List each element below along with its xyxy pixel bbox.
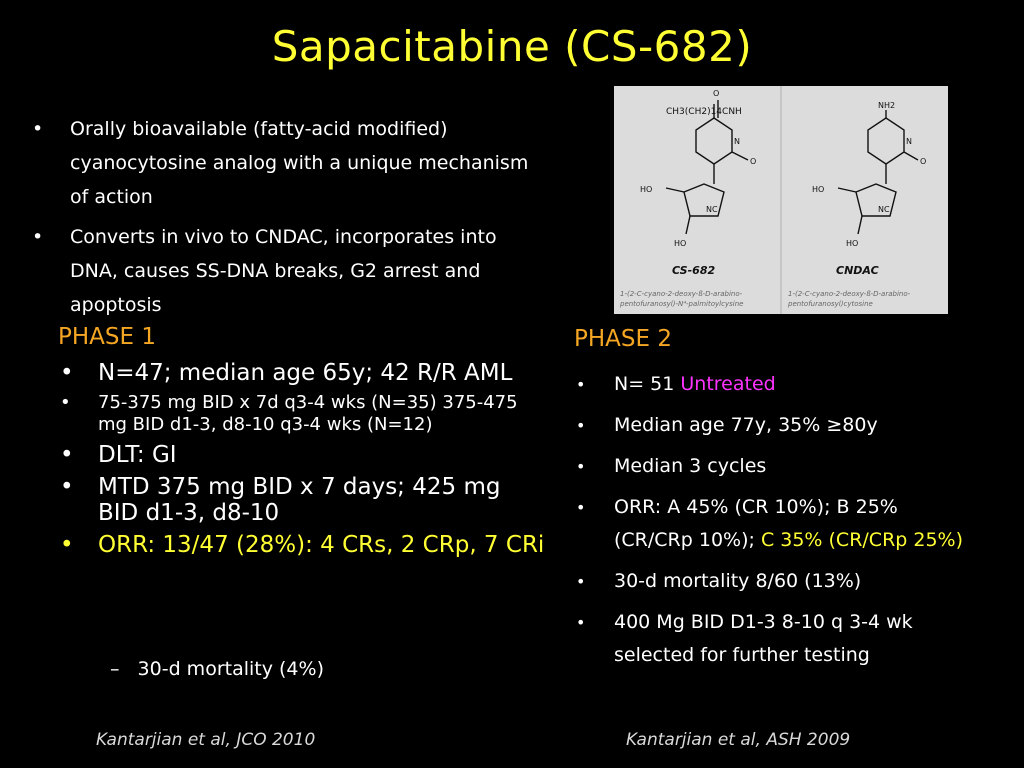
phase2-title: PHASE 2 — [574, 326, 672, 352]
phase1-subbullet — [110, 658, 324, 680]
phase1-bullet: • 75-375 mg BID x 7d q3-4 wks (N=35) 375-475 mg BID d1-3, d8-10 q3-4 wks (N=12) — [58, 392, 548, 436]
cndac-ho-bottom: HO — [846, 239, 859, 248]
phase1-bullet: • DLT: GI — [58, 442, 548, 468]
cndac-nc: NC — [878, 205, 890, 214]
phase2-b4-prefix: ORR: A 45% (CR 10%); B 25% (CR/CRp 10%); — [614, 496, 898, 551]
intro-bullet: • Orally bioavailable (fatty-acid modified) cyanocytosine analog with a unique mechanism of action — [30, 112, 530, 214]
citation-left: Kantarjian et al, JCO 2010 — [96, 730, 316, 750]
sugar-ring-right — [856, 184, 896, 216]
cs682-ho-bottom: HO — [674, 239, 687, 248]
chemical-structures-svg — [614, 86, 948, 314]
chemical-structures-figure — [614, 86, 948, 314]
phase2-b1-prefix: N= 51 — [614, 373, 681, 395]
cndac-ring-o: O — [920, 157, 927, 166]
phase2-bullet: • 400 Mg BID D1-3 8-10 q 3-4 wk selected for further testing — [574, 606, 974, 672]
cs682-label: CS-682 — [672, 264, 716, 277]
phase2-bullet: • Median 3 cycles — [574, 450, 974, 483]
cndac-nh2: NH2 — [878, 101, 896, 110]
cndac-structure — [838, 110, 918, 234]
cs682-nc: NC — [706, 205, 718, 214]
phase2-list — [574, 368, 974, 680]
pyrimidine-ring-left — [696, 118, 732, 164]
phase2-bullet: • Median age 77y, 35% ≥80y — [574, 409, 974, 442]
cs682-carbonyl: O — [713, 89, 720, 98]
phase1-list — [58, 360, 548, 564]
phase2-bullet: • 30-d mortality 8/60 (13%) — [574, 565, 974, 598]
citation-right: Kantarjian et al, ASH 2009 — [626, 730, 851, 750]
phase1-bullet-orr: • ORR: 13/47 (28%): 4 CRs, 2 CRp, 7 CRi — [58, 532, 548, 558]
cs682-caption-2: pentofuranosyl)-N⁴-palmitoylcysine — [620, 300, 744, 308]
cndac-ring-n: N — [906, 137, 912, 146]
cs682-ring-o: O — [750, 157, 757, 166]
intro-bullets — [30, 112, 530, 328]
slide-title: Sapacitabine (CS-682) — [271, 22, 753, 71]
phase2-untreated-highlight: Untreated — [680, 373, 776, 395]
phase2-b4-highlight: C 35% (CR/CRp 25%) — [760, 529, 964, 551]
phase1-bullet: • N=47; median age 65y; 42 R/R AML — [58, 360, 548, 386]
cndac-caption-1: 1-(2-C-cyano-2-deoxy-ß-D-arabino- — [788, 290, 911, 298]
dash-marker: – — [110, 658, 120, 680]
pyrimidine-ring-right — [868, 118, 904, 164]
cs682-ring-n: N — [734, 137, 740, 146]
phase1-subbullet-text: 30-d mortality (4%) — [137, 658, 324, 680]
intro-bullet: • Converts in vivo to CNDAC, incorporates into DNA, causes SS-DNA breaks, G2 arrest and apoptosis — [30, 220, 530, 322]
sugar-ring-left — [684, 184, 724, 216]
phase2-bullet — [574, 491, 974, 557]
cs682-caption-1: 1-(2-C-cyano-2-deoxy-ß-D-arabino- — [620, 290, 743, 298]
cndac-ho-top: HO — [812, 185, 825, 194]
cndac-label: CNDAC — [836, 264, 879, 277]
cndac-caption-2: pentofuranosyl)cytosine — [788, 300, 873, 308]
cs682-ho-top: HO — [640, 185, 653, 194]
phase1-bullet: • MTD 375 mg BID x 7 days; 425 mg BID d1-3, d8-10 — [58, 474, 548, 526]
phase1-title: PHASE 1 — [58, 324, 156, 350]
cs682-substituent: CH3(CH2)14CNH — [666, 107, 742, 117]
phase2-bullet — [574, 368, 974, 401]
